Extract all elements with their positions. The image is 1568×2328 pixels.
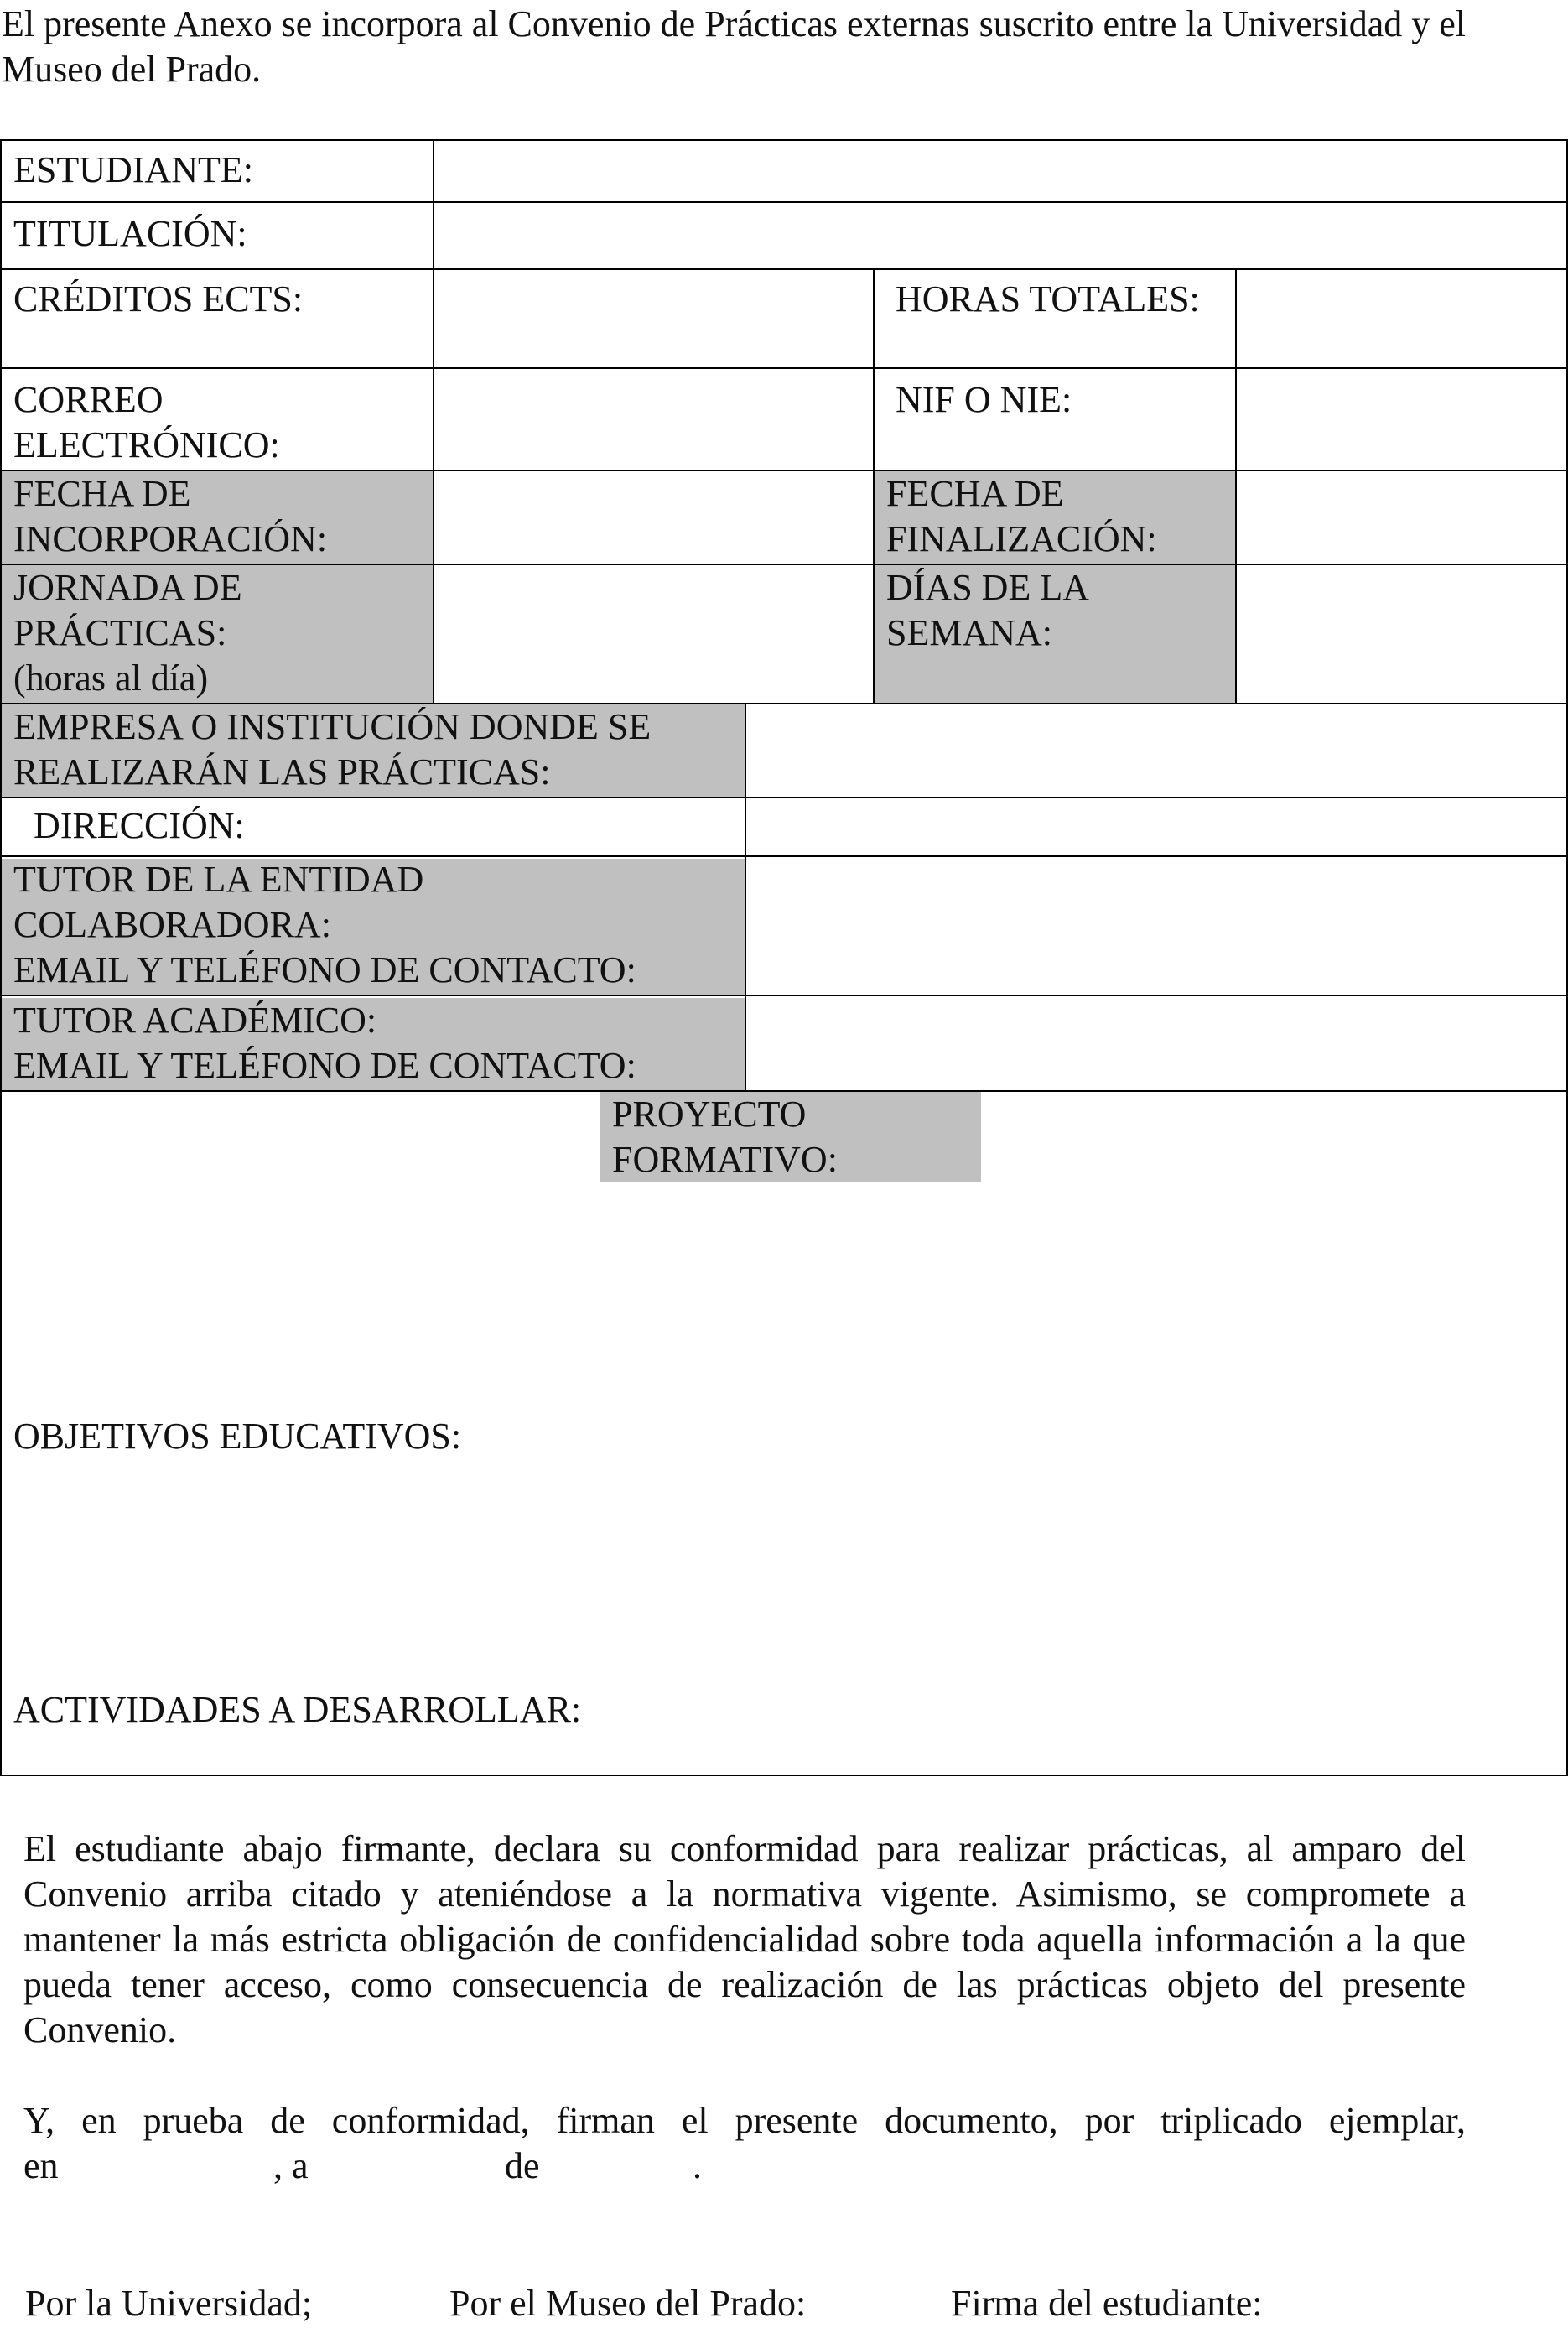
company-field[interactable]	[748, 706, 1565, 795]
degree-label: TITULACIÓN:	[13, 213, 247, 254]
schedule-label-line: JORNADA DE	[13, 567, 242, 608]
weekdays-label-line: SEMANA:	[886, 612, 1053, 653]
credits-label: CRÉDITOS ECTS:	[13, 278, 304, 320]
entity-tutor-label	[13, 857, 636, 993]
start-date-field[interactable]	[436, 473, 871, 562]
end-date-field[interactable]	[1238, 473, 1565, 562]
total-hours-label: HORAS TOTALES:	[896, 278, 1200, 320]
weekdays-label-line: DÍAS DE LA	[886, 567, 1089, 608]
project-label-line: PROYECTO	[612, 1094, 807, 1135]
address-label: DIRECCIÓN:	[34, 805, 245, 846]
student-field[interactable]	[436, 143, 1565, 200]
end-date-label	[886, 471, 1157, 562]
closing-en: en	[23, 2145, 59, 2186]
table-rule	[0, 995, 1568, 996]
degree-field[interactable]	[436, 205, 1565, 267]
end-date-label-line: FECHA DE	[886, 473, 1064, 514]
table-rule	[0, 797, 1568, 798]
closing-a: , a	[273, 2145, 309, 2186]
declaration-paragraph: El estudiante abajo firmante, declara su conformidad para realizar prácticas, al amparo del Convenio arriba citado y ateniéndose a la normativa vigente. Asimismo, se compromete a mantener la más estricta obligación de confidencialidad sobre toda aquella información a la que pueda tener acceso, como consecuencia de realización de las prácticas objeto del presente Convenio.	[23, 1828, 1466, 2050]
table-col-divider	[1235, 268, 1237, 704]
entity-tutor-label-line: COLABORADORA:	[13, 904, 331, 945]
nif-label: NIF O NIE:	[896, 379, 1072, 420]
company-label-line: EMPRESA O INSTITUCIÓN DONDE SE	[13, 706, 652, 747]
academic-tutor-field[interactable]	[748, 998, 1565, 1089]
address-field[interactable]	[748, 800, 1565, 854]
entity-tutor-field[interactable]	[748, 859, 1565, 993]
academic-tutor-label-line: EMAIL Y TELÉFONO DE CONTACTO:	[13, 1045, 636, 1086]
signature-university: Por la Universidad;	[25, 2283, 313, 2324]
credits-field[interactable]	[436, 272, 871, 366]
closing-text: Y, en prueba de conformidad, firman el presente documento, por triplicado ejemplar,	[23, 2100, 1466, 2141]
start-date-label	[13, 471, 327, 562]
schedule-label-line: PRÁCTICAS:	[13, 612, 227, 653]
email-label-line: CORREO	[13, 379, 164, 420]
table-rule	[0, 201, 1568, 203]
schedule-label	[13, 565, 242, 701]
intro-text: El presente Anexo se incorpora al Convenio de Prácticas externas suscrito entre la Universidad y el Museo del Prado.	[2, 3, 1466, 90]
schedule-label-line: (horas al día)	[13, 657, 209, 699]
start-date-label-line: INCORPORACIÓN:	[13, 518, 328, 559]
email-field[interactable]	[436, 371, 871, 468]
academic-tutor-label	[13, 998, 636, 1089]
entity-tutor-label-line: TUTOR DE LA ENTIDAD	[13, 859, 424, 900]
start-date-label-line: FECHA DE	[13, 473, 191, 514]
closing-sentence	[23, 2098, 1466, 2144]
table-rule	[0, 367, 1568, 369]
table-col-divider	[873, 268, 875, 704]
activities-label: ACTIVIDADES A DESARROLLAR:	[13, 1689, 582, 1730]
schedule-field[interactable]	[436, 567, 871, 701]
weekdays-label	[886, 565, 1089, 656]
entity-tutor-label-line: EMAIL Y TELÉFONO DE CONTACTO:	[13, 949, 636, 990]
nif-field[interactable]	[1238, 371, 1565, 468]
table-rule	[0, 268, 1568, 270]
email-label-line: ELECTRÓNICO:	[13, 424, 280, 465]
table-col-divider	[433, 139, 434, 704]
project-label	[612, 1092, 838, 1182]
table-border-top	[0, 139, 1568, 141]
closing-period: .	[693, 2145, 702, 2186]
company-label-line: REALIZARÁN LAS PRÁCTICAS:	[13, 751, 551, 792]
signature-student: Firma del estudiante:	[951, 2283, 1263, 2324]
academic-tutor-label-line: TUTOR ACADÉMICO:	[13, 1000, 377, 1041]
signature-museum: Por el Museo del Prado:	[449, 2283, 807, 2324]
objectives-label: OBJETIVOS EDUCATIVOS:	[13, 1416, 462, 1457]
project-label-line: FORMATIVO:	[612, 1139, 838, 1180]
table-border-bottom	[0, 1775, 1568, 1776]
table-border-left	[0, 139, 2, 1776]
table-col-divider	[745, 703, 746, 1092]
weekdays-field[interactable]	[1238, 567, 1565, 701]
student-label: ESTUDIANTE:	[13, 149, 253, 190]
end-date-label-line: FINALIZACIÓN:	[886, 518, 1157, 559]
closing-de: de	[505, 2145, 540, 2186]
company-label	[13, 704, 651, 795]
email-label	[13, 377, 280, 468]
total-hours-field[interactable]	[1238, 272, 1565, 366]
